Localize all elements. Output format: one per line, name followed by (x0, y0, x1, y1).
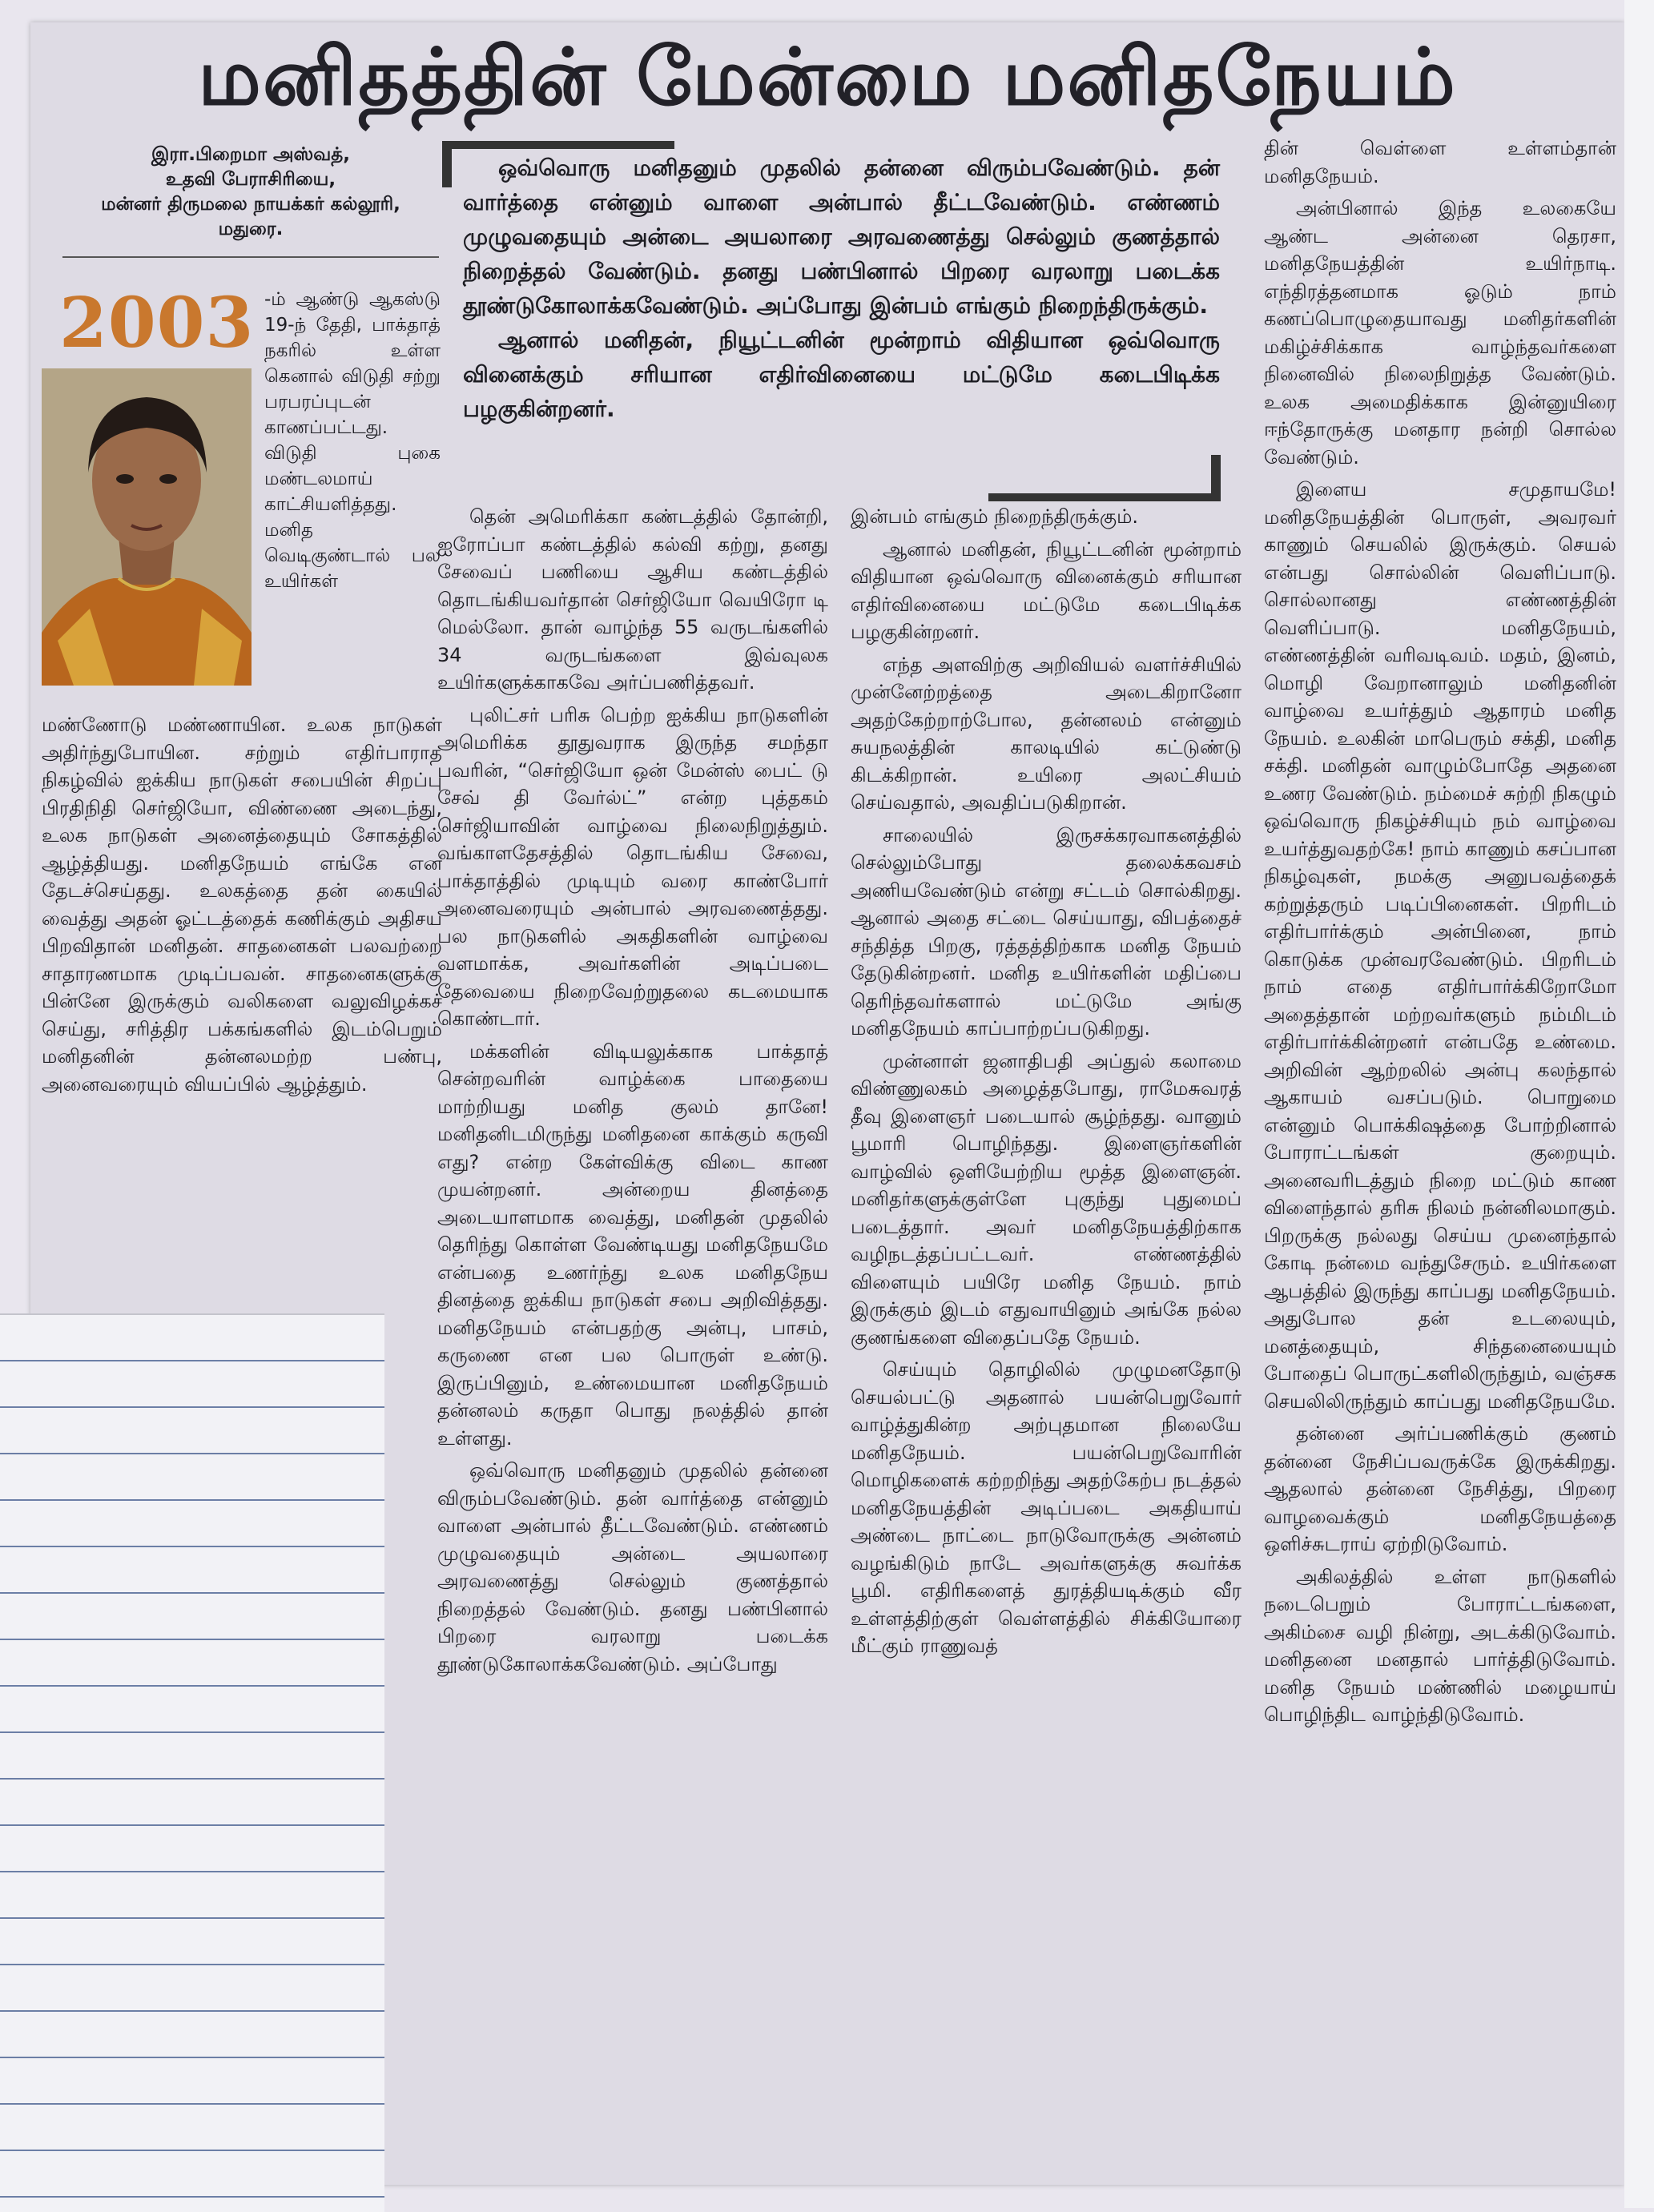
drop-year: 2003 (59, 283, 255, 364)
author-city: மதுரை. (218, 219, 284, 239)
paragraph: அகிலத்தில் உள்ள நாடுகளில் நடைபெறும் போராட்டங்களை, அகிம்சை வழி நின்று, அடக்கிடுவோம். மனிதனை மனதால் பார்த்திடுவோம். மனித நேயம் மண்ணில் மழையாய் பொழிந்திட வாழ்ந்திடுவோம். (1264, 1565, 1616, 1726)
headline: மனிதத்தின் மேன்மை மனிதநேயம் (198, 32, 1457, 123)
pull-quote-paragraph: ஒவ்வொரு மனிதனும் முதலில் தன்னை விரும்பவேண்டும். தன் வார்த்தை என்னும் வாளை அன்பால் தீட்டவேண்டும். எண்ணம் முழுவதையும் அன்டை அயலாரை அரவணைத்து செல்லும் குணத்தால் நிறைத்தல் வேண்டும். தனது பண்பினால் பிறரை வரலாறு படைக்க தூண்டுகோலாக்கவேண்டும். அப்போது இன்பம் எங்கும் நிறைந்திருக்கும். (463, 155, 1220, 319)
portrait-image (42, 368, 252, 686)
pull-quote-paragraph: ஆனால் மனிதன், நியூட்டனின் மூன்றாம் விதியான ஒவ்வொரு வினைக்கும் சரியான எதிர்வினையை மட்டுமே கடைபிடிக்க பழகுகின்றனர். (463, 327, 1220, 422)
paragraph: தன்னை அர்ப்பணிக்கும் குணம் தன்னை நேசிப்பவருக்கே இருக்கிறது. ஆதலால் தன்னை நேசித்து, பிறரை வாழவைக்கும் மனிதநேயத்தை ஒளிச்சுடராய் ஏற்றிடுவோம். (1264, 1422, 1616, 1555)
column-3 (851, 503, 1242, 1665)
paragraph: மண்ணோடு மண்ணாயின. உலக நாடுகள் அதிர்ந்துபோயின. சற்றும் எதிர்பாராத நிகழ்வில் ஐக்கிய நாடுகள் சபையின் சிறப்பு பிரதிநிதி செர்ஜியோ, விண்ணை அடைந்து, உலக நாடுகள் அனைத்தையும் சோகத்தில் ஆழ்த்தியது. மனிதநேயம் எங்கே என தேடச்செய்தது. உலகத்தை தன் கையில் வைத்து அதன் ஓட்டத்தைக் கணிக்கும் அதிசய பிறவிதான் மனிதன். சாதனைகள் பலவற்றை சாதாரணமாக முடிப்பவன். சாதனைகளுக்கு பின்னே இருக்கும் வலிகளை வலுவிழக்கச் செய்து, சரித்திர பக்கங்களில் இடம்பெறும் மனிதனின் தன்னலமற்ற பண்பு, அனைவரையும் வியப்பில் ஆழ்த்தும். (42, 714, 442, 1096)
column-1-bottom (42, 711, 442, 1103)
author-college: மன்னர் திருமலை நாயக்கர் கல்லூரி, (101, 194, 400, 215)
author-name: இரா.பிறைமா அஸ்வத், (151, 144, 350, 165)
paragraph: செய்யும் தொழிலில் முழுமனதோடு செயல்பட்டு அதனால் பயன்பெறுவோர் வாழ்த்துகின்ற அற்புதமான நிலையே மனிதநேயம். பயன்பெறுவோரின் மொழிகளைக் கற்றறிந்து அதற்கேற்ப நடத்தல் மனிதநேயத்தின் அடிப்படை அகதியாய் அண்டை நாட்டை நாடுவோருக்கு அன்னம் வழங்கிடும் நாடே அவர்களுக்கு சுவர்க்க பூமி. எதிரிகளைத் துரத்தியடிக்கும் வீர உள்ளத்திற்குள் வெள்ளத்தில் சிக்கியோரை மீட்கும் ராணுவத் (851, 1358, 1242, 1657)
paragraph: தின் வெள்ளை உள்ளம்தான் மனிதநேயம். (1264, 137, 1616, 187)
column-4 (1264, 135, 1616, 1734)
quote-bracket-top (442, 141, 674, 149)
paragraph: இளைய சமுதாயமே! மனிதநேயத்தின் பொருள், அவரவர் காணும் செயலில் இருக்கும். செயல் என்பது சொல்லின் வெளிப்பாடு. சொல்லானது எண்ணத்தின் வெளிப்பாடு. மனிதநேயம், எண்ணத்தின் வரிவடிவம். மதம், இனம், மொழி வேறானாலும் மனிதனின் வாழ்வை உயர்த்தும் ஆதாரம் மனித நேயம். உலகின் மாபெரும் சக்தி, மனித சக்தி. மனிதன் வாழும்போதே அதனை உணர வேண்டும். நம்மைச் சுற்றி நிகழும் ஒவ்வொரு நிகழ்ச்சியும் நம் வாழ்வை உயர்த்துவதற்கே! நாம் காணும் கசப்பான நிகழ்வுகள், நமக்கு அனுபவத்தைக் கற்றுத்தரும் படிப்பினைகள். பிறரிடம் எதிர்பார்க்கும் அன்பினை, நாம் கொடுக்க முன்வரவேண்டும். பிறரிடம் நாம் எதை எதிர்பார்க்கிறோமோ அதைத்தான் மற்றவர்களும் நம்மிடம் எதிர்பார்க்கின்றனர் என்பதே உண்மை. அறிவின் ஆற்றலில் அன்பு கலந்தால் ஆகாயம் வசப்படும். பொறுமை என்னும் பொக்கிஷத்தை போற்றினால் போராட்டங்கள் குறையும். அனைவரிடத்தும் நிறை மட்டும் காண விளைந்தால் தரிசு நிலம் நன்னிலமாகும். பிறருக்கு நல்லது செய்ய முனைந்தால் கோடி நன்மை வந்துசேரும். உயிர்களை ஆபத்தில் இருந்து காப்பது மனிதநேயம். அதுபோல தன் உடலையும், மனத்தையும், சிந்தனையையும் போதைப் பொருட்களிலிருந்தும், வஞ்சக செயலிலிருந்தும் காப்பது மனிதநேயமே. (1264, 478, 1616, 1413)
byline-divider (62, 256, 439, 258)
pull-quote (463, 151, 1220, 426)
paragraph: முன்னாள் ஜனாதிபதி அப்துல் கலாமை விண்ணுலகம் அழைத்தபோது, ராமேசுவரத் தீவு இளைஞர் படையால் சூழ்ந்தது. வானும் பூமாரி பொழிந்தது. இளைஞர்களின் வாழ்வில் ஒளியேற்றிய மூத்த இளைஞன். மனிதர்களுக்குள்ளே புகுந்து புதுமைப் படைத்தார். அவர் மனிதநேயத்திற்காக வழிநடத்தப்பட்டவர். எண்ணத்தில் விளையும் பயிரே மனித நேயம். நாம் இருக்கும் இடம் எதுவாயினும் அங்கே நல்ல குணங்களை விதைப்பதே நேயம். (851, 1049, 1242, 1349)
quote-bracket-bottom (988, 493, 1221, 501)
author-title: உதவி பேராசிரியை, (165, 169, 336, 190)
paragraph: இன்பம் எங்கும் நிறைந்திருக்கும். (851, 505, 1139, 528)
paragraph: ஆனால் மனிதன், நியூட்டனின் மூன்றாம் விதியான ஒவ்வொரு வினைக்கும் சரியான எதிர்வினையை மட்டுமே கடைபிடிக்க பழகுகின்றனர். (851, 537, 1242, 643)
paragraph: சாலையில் இருசக்கரவாகனத்தில் செல்லும்போது தலைக்கவசம் அணியவேண்டும் என்று சட்டம் சொல்கிறது. ஆனால் அதை சட்டை செய்யாது, விபத்தைச் சந்தித்த பிறகு, ரத்தத்திற்காக மனித நேயம் தேடுகின்றனர். மனித உயிர்களின் மதிப்பை தெரிந்தவர்களால் மட்டுமே அங்கு மனிதநேயம் காப்பாற்றப்படுகிறது. (851, 823, 1242, 1040)
column-1-top (264, 287, 441, 599)
paper-edge (1624, 0, 1654, 2208)
author-photo (42, 368, 252, 686)
column-2 (437, 503, 828, 1683)
paragraph: தென் அமெரிக்கா கண்டத்தில் தோன்றி, ஐரோப்பா கண்டத்தில் கல்வி கற்று, தனது சேவைப் பணியை ஆசிய கண்டத்தில் தொடங்கியவர்தான் செர்ஜியோ வெயிரோ டி மெல்லோ. தான் வாழ்ந்த 55 வருடங்களில் 34 வருடங்களை இவ்வுலக உயிர்களுக்காகவே அர்ப்பணித்தவர். (437, 505, 828, 694)
paragraph: எந்த அளவிற்கு அறிவியல் வளர்ச்சியில் முன்னேற்றத்தை அடைகிறானோ அதற்கேற்றாற்போல, தன்னலம் என்னும் சுயநலத்தின் காலடியில் கட்டுண்டு கிடக்கிறான். உயிரை அலட்சியம் செய்வதால், அவதிப்படுகிறான். (851, 653, 1242, 814)
author-byline (62, 143, 439, 242)
paragraph: மக்களின் விடியலுக்காக பாக்தாத் சென்றவரின் வாழ்க்கை பாதையை மாற்றியது மனித குலம் தானே! மனிதனிடமிருந்து மனிதனை காக்கும் கருவி எது? என்ற கேள்விக்கு விடை காண முயன்றனர். அன்றைய தினத்தை அடையாளமாக வைத்து, மனிதன் முதலில் தெரிந்து கொள்ள வேண்டியது மனிதநேயமே என்பதை உணர்ந்து உலக மனிதநேய தினத்தை ஐக்கிய நாடுகள் சபை அறிவித்தது. மனிதநேயம் என்பதற்கு அன்பு, பாசம், கருணை என பல பொருள் உண்டு. இருப்பினும், உண்மையான மனிதநேயம் தன்னலம் கருதா பொது நலத்தில் தான் உள்ளது. (437, 1040, 828, 1450)
notebook-page-background (0, 1313, 384, 2212)
paragraph: புலிட்சர் பரிசு பெற்ற ஐக்கிய நாடுகளின் அமெரிக்க தூதுவராக இருந்த சமந்தா பவரின், “செர்ஜியோ ஒன் மேன்ஸ் பைட் டு சேவ் தி வேர்ல்ட்” என்ற புத்தகம் செர்ஜியாவின் வாழ்வை நிலைநிறுத்தும். வங்காளதேசத்தில் தொடங்கிய சேவை, பாக்தாத்தில் முடியும் வரை காண்போர் அனைவரையும் அன்பால் அரவணைத்தது. பல நாடுகளில் அகதிகளின் வாழ்வை வளமாக்க, அவர்களின் அடிப்படை தேவையை நிறைவேற்றுதலை கடமையாக கொண்டார். (437, 703, 828, 1030)
paragraph: ஒவ்வொரு மனிதனும் முதலில் தன்னை விரும்பவேண்டும். தன் வார்த்தை என்னும் வாளை அன்பால் தீட்டவேண்டும். எண்ணம் முழுவதையும் அன்டை அயலாரை அரவணைத்து செல்லும் குணத்தால் நிறைத்தல் வேண்டும். தனது பண்பினால் பிறரை வரலாறு படைக்க தூண்டுகோலாக்கவேண்டும். அப்போது (437, 1459, 828, 1675)
paragraph: அன்பினால் இந்த உலகையே ஆண்ட அன்னை தெரசா, மனிதநேயத்தின் உயிர்நாடி. எந்திரத்தனமாக ஓடும் நாம் கணப்பொழுதையாவது மனிதர்களின் மகிழ்ச்சிக்காக வாழ்ந்தவர்களை நினைவில் நிலைநிறுத்த வேண்டும். உலக அமைதிக்காக இன்னுயிரை ஈந்தோருக்கு மனதார நன்றி சொல்ல வேண்டும். (1264, 197, 1616, 469)
paragraph: -ம் ஆண்டு ஆகஸ்டு 19-ந் தேதி, பாக்தாத் நகரில் உள்ள கெனால் விடுதி சற்று பரபரப்புடன் காணப்பட்டது. விடுதி புகை மண்டலமாய் காட்சியளித்தது. மனித வெடிகுண்டால் பல உயிர்கள் (264, 289, 441, 592)
